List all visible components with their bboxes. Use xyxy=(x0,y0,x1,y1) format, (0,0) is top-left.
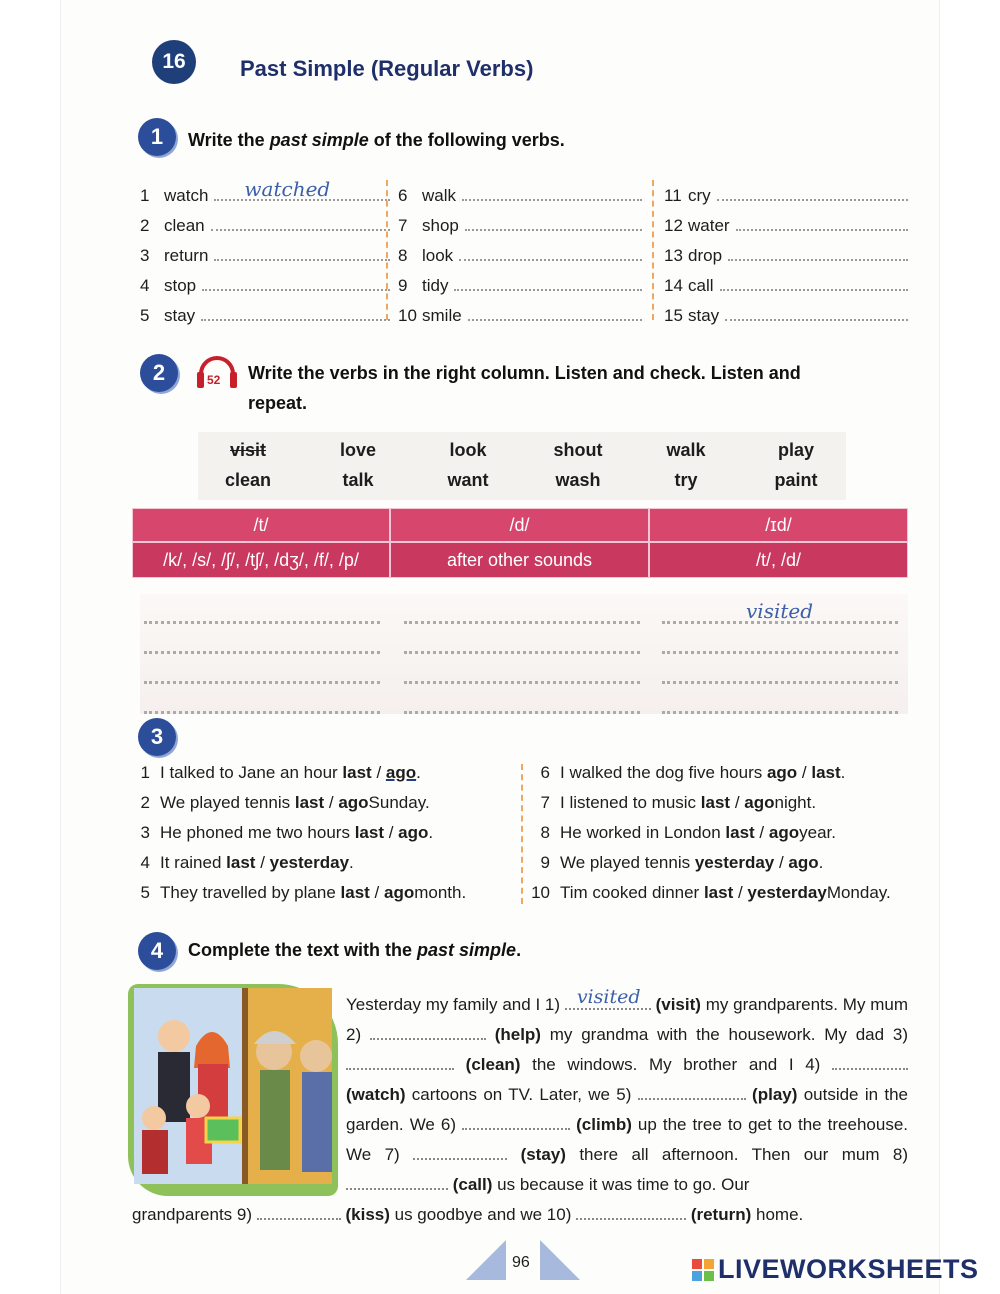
sentence-end: month. xyxy=(414,883,467,902)
item-number: 10 xyxy=(531,883,550,902)
sentence-item xyxy=(124,788,466,818)
verb-item xyxy=(140,206,390,236)
option-separator: / xyxy=(255,853,270,872)
word-bank-item: wash xyxy=(555,470,601,490)
verb-word: watch xyxy=(164,186,209,205)
sentence-item xyxy=(124,758,466,788)
option-separator: / xyxy=(383,823,399,842)
verb-word: drop xyxy=(688,246,723,265)
answer-column-t xyxy=(144,594,380,714)
answer-input[interactable] xyxy=(459,255,642,261)
page-number: 96 xyxy=(512,1254,530,1271)
sentence-text: It rained xyxy=(160,853,222,872)
verb-item xyxy=(140,236,390,266)
verb-column-2 xyxy=(398,176,642,326)
subheader-id: /t/, /d/ xyxy=(649,542,908,578)
verb-word: call xyxy=(688,276,714,295)
sentence-item xyxy=(124,878,466,908)
item-number: 10 xyxy=(398,306,417,325)
answer-input[interactable] xyxy=(144,594,380,624)
word-bank-item: try xyxy=(674,470,698,490)
option-a[interactable]: last xyxy=(294,793,325,812)
verb-item xyxy=(398,296,642,326)
unit-number-badge: 16 xyxy=(152,40,196,84)
subheader-t: /k/, /s/, /ʃ/, /tʃ/, /dʒ/, /f/, /p/ xyxy=(132,542,390,578)
item-number: 8 xyxy=(398,246,408,265)
answer-input[interactable] xyxy=(454,285,642,291)
verb-word: shop xyxy=(422,216,459,235)
item-number: 1 xyxy=(140,186,150,205)
verb-item xyxy=(664,266,908,296)
word-bank xyxy=(198,432,846,500)
answer-grid xyxy=(140,594,908,714)
option-b[interactable]: ago xyxy=(768,823,800,842)
sentence-text: Tim cooked dinner xyxy=(560,883,700,902)
exercise-1-instruction: Write the past simple of the following verbs. xyxy=(188,130,565,150)
sentence-item xyxy=(524,818,891,848)
verb-column-1 xyxy=(140,176,390,326)
answer-input[interactable] xyxy=(662,594,898,624)
answer-input[interactable] xyxy=(662,624,898,654)
item-number: 12 xyxy=(664,216,683,235)
item-number: 4 xyxy=(140,853,150,872)
blank-7[interactable] xyxy=(413,1146,507,1160)
sentence-item xyxy=(524,758,891,788)
page-number-footer xyxy=(466,1240,580,1280)
sentence-text: I talked to Jane an hour xyxy=(160,763,338,782)
answer-input[interactable] xyxy=(736,225,908,231)
answer-input[interactable] xyxy=(462,195,642,201)
item-number: 9 xyxy=(540,853,550,872)
exercise-4-text-last-line: grandparents 9) (kiss) us goodbye and we 10) (return) home. xyxy=(132,1205,804,1224)
option-b[interactable]: yesterday xyxy=(269,853,350,872)
answer-input[interactable] xyxy=(202,285,390,291)
word-bank-item: want xyxy=(447,470,489,490)
word-bank-item: clean xyxy=(224,470,272,490)
answer-input[interactable] xyxy=(468,315,642,321)
answer-input[interactable] xyxy=(404,624,640,654)
blank-2[interactable] xyxy=(370,1026,486,1040)
headphones-audio-icon[interactable] xyxy=(195,348,239,392)
sentence-end: Monday. xyxy=(826,883,891,902)
sentence-end: . xyxy=(349,853,354,872)
sentence-text: We played tennis xyxy=(160,793,291,812)
sentence-end: night. xyxy=(774,793,817,812)
item-number: 2 xyxy=(140,793,150,812)
sentence-item xyxy=(524,878,891,908)
answer-input[interactable] xyxy=(662,654,898,684)
answer-input[interactable] xyxy=(717,195,908,201)
verb-item xyxy=(398,176,642,206)
item-number: 5 xyxy=(140,306,150,325)
verb-word: cry xyxy=(688,186,711,205)
column-divider xyxy=(521,764,523,904)
exercise-2-instruction-line2: repeat. xyxy=(248,393,308,413)
answer-input[interactable] xyxy=(214,177,390,201)
header-d: /d/ xyxy=(390,508,649,542)
item-number: 5 xyxy=(140,883,150,902)
option-a[interactable]: yesterday xyxy=(694,853,775,872)
blank-9[interactable] xyxy=(257,1206,341,1220)
sentence-text: They travelled by plane xyxy=(160,883,336,902)
sentence-end: . xyxy=(818,853,824,872)
word-bank-item: look xyxy=(449,440,487,460)
verb-word: look xyxy=(422,246,454,265)
item-number: 7 xyxy=(540,793,550,812)
verb-item xyxy=(398,236,642,266)
item-number: 3 xyxy=(140,246,150,265)
item-number: 6 xyxy=(398,186,408,205)
item-number: 8 xyxy=(540,823,550,842)
item-number: 1 xyxy=(140,763,150,782)
unit-title: Past Simple (Regular Verbs) xyxy=(240,56,534,81)
word-bank-item: talk xyxy=(342,470,374,490)
item-number: 7 xyxy=(398,216,408,235)
blank-3[interactable] xyxy=(346,1056,454,1070)
verb-item xyxy=(664,236,908,266)
option-separator: / xyxy=(730,793,745,812)
verb-word: water xyxy=(688,216,730,235)
word-bank-item: play xyxy=(777,440,815,460)
item-number: 15 xyxy=(664,306,683,325)
exercise-4-number: 4 xyxy=(138,932,176,970)
option-b[interactable]: ago xyxy=(788,853,819,872)
verb-item xyxy=(140,266,390,296)
item-number: 13 xyxy=(664,246,683,265)
answer-input[interactable] xyxy=(725,315,908,321)
verb-word: stay xyxy=(164,306,196,325)
option-separator: / xyxy=(774,853,789,872)
sentence-end: . xyxy=(428,823,434,842)
answer-column-d xyxy=(404,594,640,714)
handwritten-answer: visited xyxy=(576,986,641,1008)
liveworksheets-logo[interactable] xyxy=(692,1254,979,1285)
item-number: 2 xyxy=(140,216,150,235)
column-divider xyxy=(386,180,388,320)
family-illustration xyxy=(128,984,338,1196)
answer-input[interactable] xyxy=(144,654,380,684)
option-separator: / xyxy=(324,793,339,812)
track-number: 52 xyxy=(207,373,221,387)
word-bank-item: love xyxy=(339,440,377,460)
verb-word: walk xyxy=(422,186,457,205)
sentence-item xyxy=(124,848,466,878)
exercise-2-number: 2 xyxy=(140,354,178,392)
exercise-2-instruction-line1: Write the verbs in the right column. Listen and check. Listen and xyxy=(248,363,801,383)
item-number: 6 xyxy=(540,763,550,782)
verb-word: tidy xyxy=(422,276,449,295)
option-b[interactable]: last xyxy=(811,763,841,782)
verb-item xyxy=(140,296,390,326)
option-a[interactable]: last xyxy=(226,853,256,872)
brand-name: LIVEWORKSHEETS xyxy=(718,1254,979,1284)
verb-item xyxy=(664,176,908,206)
answer-input[interactable] xyxy=(211,225,390,231)
header-id: /ɪd/ xyxy=(649,508,908,542)
item-number: 4 xyxy=(140,276,150,295)
verb-word: stop xyxy=(164,276,197,295)
item-number: 3 xyxy=(140,823,150,842)
item-number: 14 xyxy=(664,276,683,295)
subheader-d: after other sounds xyxy=(390,542,649,578)
exercise-3-right xyxy=(524,758,891,908)
exercise-4-text: Yesterday my family and I 1) visited (visit) my grandparents. My mum 2) (help) my grandma with the housework. My dad 3) (clean) the windows. My brother and I 4) (watch) cartoons on TV. Later, we 5) (play) outside in the garden. We 6) (climb) up the tree to get to the treehouse. We 7) (stay) there all afternoon. Then our mum 8) (call) us because it was time to go. Our xyxy=(346,990,908,1200)
option-b[interactable]: yesterday xyxy=(747,883,827,902)
answer-input[interactable] xyxy=(404,654,640,684)
option-separator: / xyxy=(371,763,386,782)
verb-word: stay xyxy=(688,306,720,325)
answer-input[interactable] xyxy=(201,315,390,321)
option-a[interactable]: last xyxy=(725,823,755,842)
answer-input[interactable] xyxy=(404,594,640,624)
item-number: 9 xyxy=(398,276,408,295)
verb-item xyxy=(398,206,642,236)
answer-input[interactable] xyxy=(465,225,642,231)
answer-input[interactable] xyxy=(214,255,390,261)
sentence-item xyxy=(524,788,891,818)
option-a[interactable]: last xyxy=(342,763,372,782)
answer-input[interactable] xyxy=(404,684,640,714)
verb-item xyxy=(140,176,390,206)
verb-item xyxy=(664,296,908,326)
blank-8[interactable] xyxy=(346,1176,448,1190)
word-bank-item: walk xyxy=(666,440,706,460)
option-a[interactable]: last xyxy=(700,793,731,812)
blank-5[interactable] xyxy=(638,1086,746,1100)
option-separator: / xyxy=(754,823,769,842)
verb-item xyxy=(398,266,642,296)
option-a[interactable]: ago xyxy=(766,763,798,782)
exercise-3-left xyxy=(124,758,466,908)
exercise-1-number: 1 xyxy=(138,118,176,156)
answer-input[interactable] xyxy=(720,285,908,291)
sentence-text: I walked the dog five hours xyxy=(560,763,763,782)
option-b[interactable]: ago xyxy=(385,763,417,782)
option-b[interactable]: ago xyxy=(338,793,369,812)
sentence-item xyxy=(524,848,891,878)
column-divider xyxy=(652,180,654,320)
blank-10[interactable] xyxy=(576,1206,686,1220)
sentence-text: I listened to music xyxy=(560,793,697,812)
answer-input[interactable] xyxy=(144,684,380,714)
blank-6[interactable] xyxy=(462,1116,570,1130)
verb-word: return xyxy=(164,246,209,265)
exercise-3-number: 3 xyxy=(138,718,176,756)
option-b[interactable]: ago xyxy=(398,823,429,842)
word-bank-item: paint xyxy=(774,470,818,490)
answer-column-id xyxy=(662,594,898,714)
sentence-end: . xyxy=(416,763,421,782)
option-b[interactable]: ago xyxy=(744,793,775,812)
logo-grid-icon xyxy=(692,1259,714,1281)
sentence-text: We played tennis xyxy=(560,853,691,872)
option-b[interactable]: ago xyxy=(383,883,415,902)
pronunciation-table xyxy=(132,508,908,578)
option-a[interactable]: last xyxy=(703,883,734,902)
sentence-end: year. xyxy=(799,823,836,842)
handwritten-answer: watched xyxy=(244,177,331,201)
sentence-end: Sunday. xyxy=(368,793,430,812)
option-a[interactable]: last xyxy=(354,823,384,842)
option-separator: / xyxy=(733,883,748,902)
answer-input[interactable] xyxy=(662,684,898,714)
option-a[interactable]: last xyxy=(340,883,370,902)
verb-column-3 xyxy=(664,176,908,326)
sentence-text: He worked in London xyxy=(560,823,721,842)
blank-1[interactable] xyxy=(565,986,651,1010)
item-number: 11 xyxy=(664,186,682,205)
verb-word: smile xyxy=(422,306,462,325)
handwritten-answer: visited xyxy=(746,599,814,623)
verb-item xyxy=(664,206,908,236)
verb-word: clean xyxy=(164,216,205,235)
option-separator: / xyxy=(369,883,384,902)
sentence-end: . xyxy=(840,763,846,782)
blank-4[interactable] xyxy=(832,1056,908,1070)
sentence-text: He phoned me two hours xyxy=(160,823,350,842)
word-bank-item: visit xyxy=(229,440,267,460)
sentence-item xyxy=(124,818,466,848)
option-separator: / xyxy=(797,763,812,782)
answer-input[interactable] xyxy=(728,255,908,261)
header-t: /t/ xyxy=(132,508,390,542)
exercise-4-instruction: Complete the text with the past simple. xyxy=(188,940,522,960)
answer-input[interactable] xyxy=(144,624,380,654)
word-bank-item: shout xyxy=(553,440,603,460)
